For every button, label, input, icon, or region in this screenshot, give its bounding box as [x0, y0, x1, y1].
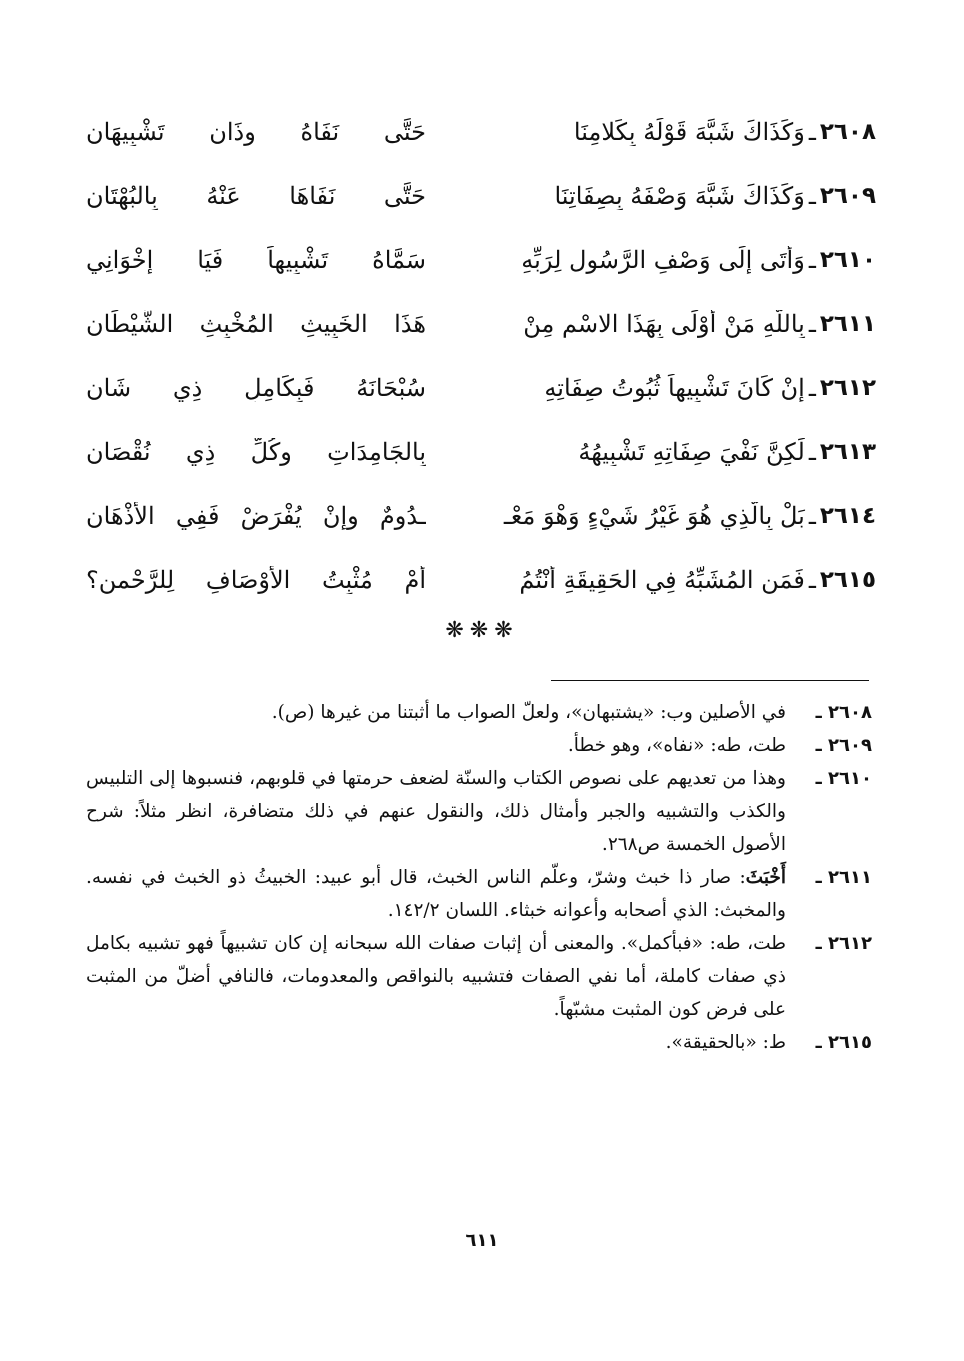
footnote — [86, 762, 872, 861]
verse-second-hemistich: سُبْحَانَهُ فَبِكَامِلٍ ذِي شَانِ — [86, 374, 426, 402]
footnote-text: طت، طه: «نفاه»، وهو خطأ. — [567, 735, 786, 756]
verse-second-hemistich: ـدُومٌ وإِنْ يُفْرَضْ فَفِي الأَذْهَانِ — [86, 502, 426, 530]
verse-number: ٢٦٠٨ — [819, 119, 876, 145]
section-separator: ❋❋❋ — [445, 618, 519, 643]
footnote-number: ٢٦١٠ ـ — [815, 768, 872, 789]
verse-number: ٢٦٠٩ — [819, 183, 876, 209]
verse-first-hemistich: ٢٦١١ ـ بِاللَّهِ مَنْ أَوْلَى بِهَذَا الاسْمِ مِنْ — [523, 310, 876, 338]
verse-first-hemistich: ٢٦١٤ ـ بَلْ بِالَّذِي هُوَ غَيْرُ شَيْءٍ وَهْوَ مَعْـ — [503, 502, 876, 530]
verse-first-text: وَكَذَاكَ شَبَّهَ قَوْلَهُ بِكَلامِنَا — [573, 118, 805, 146]
verse-first-hemistich: ٢٦٠٨ ـ وَكَذَاكَ شَبَّهَ قَوْلَهُ بِكَلامِنَا — [573, 118, 876, 146]
verse-first-text: بِاللَّهِ مَنْ أَوْلَى بِهَذَا الاسْمِ مِنْ — [523, 310, 805, 338]
verse-first-text: فَمَنِ المُشَبِّهُ فِي الحَقِيقَةِ أَنْتُمُ — [519, 566, 805, 594]
footnote-text: وهذا من تعديهم على نصوص الكتاب والسنّة لضعف حرمتها في قلوبهم، فنسبوها إلى التلبيس والكذب والتشبيه والجبر وأمثال ذلك، والنقول عنهم في ذلك متضافرة، انظر مثلاً: شرح الأصول الخمسة ص٢٦٨. — [86, 768, 786, 855]
verse-line — [86, 228, 876, 292]
verse-first-hemistich: ٢٦١٠ ـ وَأَتَى إِلَى وَصْفِ الرَّسُولِ لِرَبِّهِ — [521, 246, 876, 274]
verse-second-hemistich: هَذَا الخَبِيثِ المُخْبِثِ الشَّيْطَانِ — [86, 310, 426, 338]
footnote-number: ٢٦١١ ـ — [815, 867, 872, 888]
verse-first-hemistich: ٢٦١٥ ـ فَمَنِ المُشَبِّهُ فِي الحَقِيقَةِ أَنْتُمُ — [519, 566, 876, 594]
footnote-text: ط: «بالحقيقة». — [665, 1032, 786, 1053]
verse-line — [86, 100, 876, 164]
verse-first-hemistich: ٢٦١٢ ـ إِنْ كَانَ تَشْبِيهاً ثُبُوتُ صِفَاتِهِ — [544, 374, 876, 402]
footnote — [86, 696, 872, 729]
footnote-text — [86, 861, 786, 927]
verse-number: ٢٦١٠ — [819, 247, 876, 273]
footnote-divider — [551, 680, 869, 681]
footnote — [86, 1026, 872, 1059]
verse-second-hemistich: بِالجَامِدَاتِ وكُلِّ ذِي نُقْصَانِ — [86, 438, 426, 466]
footnote-headword: أَخْبَثَ — [745, 867, 786, 888]
footnote-text: طت، طه: «فبأكمل». والمعنى أن إثبات صفات الله سبحانه إن كان تشبيهاً فهو تشبيه بكامل ذي صفات كاملة، أما نفي الصفات فتشبيه بالنواقص والمعدومات، فالنافي أضلّ من المثبت على فرض كون المثبت مشبّهاً. — [86, 933, 786, 1020]
verse-line — [86, 420, 876, 484]
verse-line — [86, 164, 876, 228]
verse-number: ٢٦١٤ — [819, 503, 876, 529]
footnote — [86, 729, 872, 762]
footnotes — [86, 696, 872, 1059]
verse-first-text: بَلْ بِالَّذِي هُوَ غَيْرُ شَيْءٍ وَهْوَ مَعْـ — [503, 502, 805, 530]
page-number: ٦١١ — [465, 1230, 499, 1251]
verse-second-hemistich: حَتَّى نَفَاهُ وذَانِ تَشْبِيهَانِ — [86, 118, 426, 146]
verse-line — [86, 356, 876, 420]
footnote-number: ٢٦٠٩ ـ — [815, 735, 872, 756]
poem-verses — [86, 100, 876, 612]
verse-number: ٢٦١٢ — [819, 375, 876, 401]
verse-first-hemistich: ٢٦٠٩ ـ وَكَذَاكَ شَبَّهَ وَصْفَهُ بِصِفَاتِنَا — [554, 182, 876, 210]
verse-second-hemistich: أَمْ مُثْبِتُ الأَوْصَافِ لِلرَّحْمنِ؟ — [86, 566, 426, 594]
verse-number: ٢٦١٥ — [819, 567, 876, 593]
footnote-number: ٢٦١٥ ـ — [815, 1032, 872, 1053]
footnote-body: : صار ذا خبث وشرّ، وعلّم الناس الخبث، قال أبو عبيد: الخبيثُ ذو الخبث في نفسه. والمخبث: الذي أصحابه وأعوانه خبثاء. اللسان ١٤٢/٢. — [86, 867, 786, 921]
verse-first-text: وَأَتَى إِلَى وَصْفِ الرَّسُولِ لِرَبِّهِ — [521, 246, 805, 274]
verse-first-text: إِنْ كَانَ تَشْبِيهاً ثُبُوتُ صِفَاتِهِ — [544, 374, 805, 402]
verse-second-hemistich: سَمَّاهُ تَشْبِيهاً فَيَا إِخْوَانِي — [86, 246, 426, 274]
footnote — [86, 927, 872, 1026]
footnote-text: في الأصلين وب: «يشتبهان»، ولعلّ الصواب ما أثبتنا من غيرها (ص). — [271, 702, 786, 723]
verse-first-text: وَكَذَاكَ شَبَّهَ وَصْفَهُ بِصِفَاتِنَا — [554, 182, 805, 210]
verse-second-hemistich: حَتَّى نَفَاهَا عَنْهُ بِالبُهْتَانِ — [86, 182, 426, 210]
verse-first-hemistich: ٢٦١٣ ـ لَكِنَّ نَفْيَ صِفَاتِهِ تَشْبِيهُهُ — [578, 438, 876, 466]
verse-number: ٢٦١١ — [819, 311, 876, 337]
verse-line — [86, 548, 876, 612]
footnote-number: ٢٦١٢ ـ — [815, 933, 872, 954]
verse-first-text: لَكِنَّ نَفْيَ صِفَاتِهِ تَشْبِيهُهُ — [578, 438, 805, 466]
footnote-number: ٢٦٠٨ ـ — [815, 702, 872, 723]
verse-line — [86, 292, 876, 356]
footnote — [86, 861, 872, 927]
verse-number: ٢٦١٣ — [819, 439, 876, 465]
verse-line — [86, 484, 876, 548]
